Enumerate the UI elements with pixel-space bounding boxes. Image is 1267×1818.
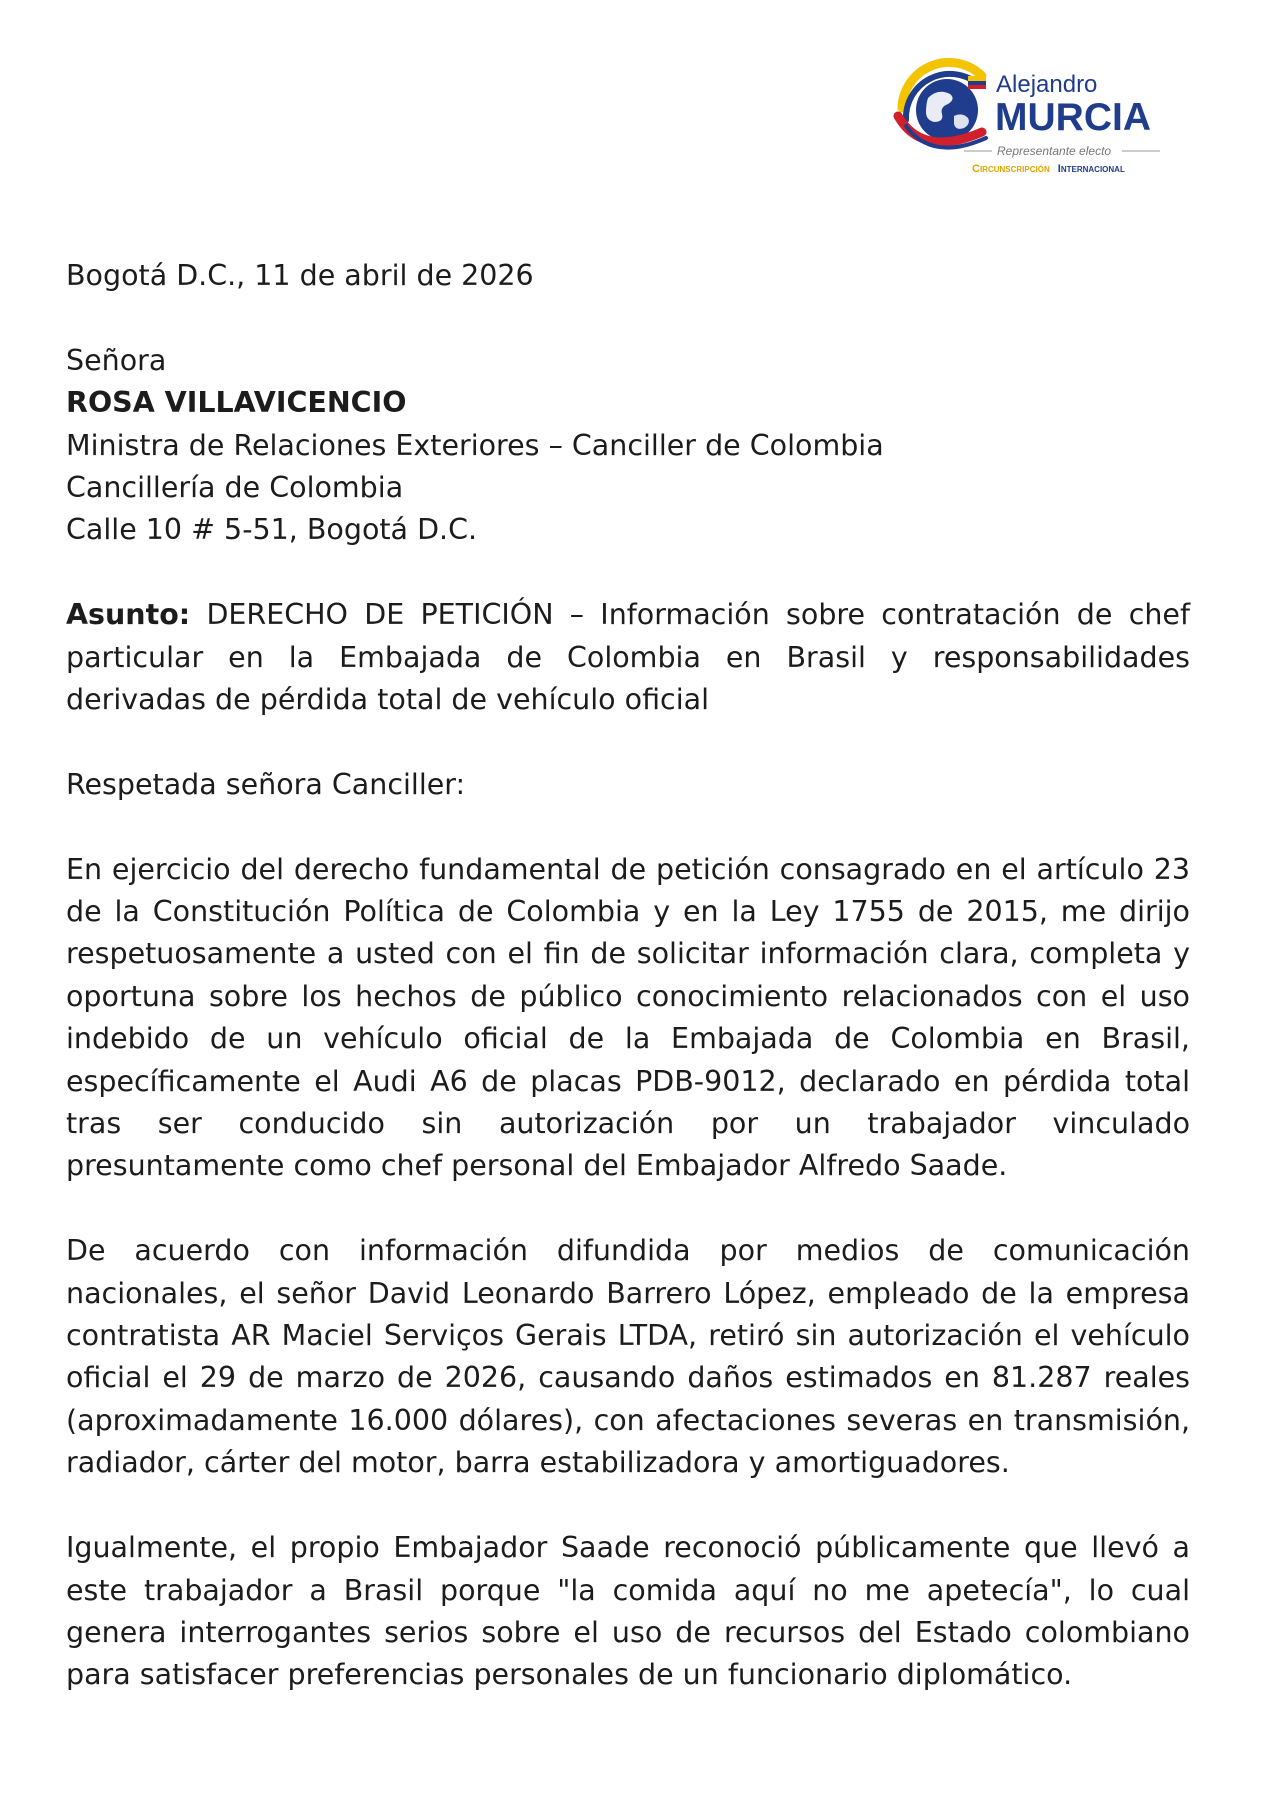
recipient-entity: Cancillería de Colombia: [66, 471, 404, 505]
logo-circumscription: [972, 163, 1125, 175]
subject-line: [66, 594, 1190, 721]
recipient-name: ROSA VILLAVICENCIO: [66, 386, 407, 420]
recipient-block: [66, 340, 1190, 552]
recipient-salutation: Señora: [66, 343, 167, 377]
logo-last-name: MURCIA: [995, 96, 1151, 139]
letter-body: [66, 255, 1190, 1697]
logo-circ-word1: Circunscripción: [972, 163, 1050, 175]
globe-emblem-icon: [898, 62, 986, 147]
greeting: Respetada señora Canciller:: [66, 767, 466, 801]
logo-circ-word2: Internacional: [1057, 163, 1125, 175]
subject-label: Asunto:: [66, 598, 191, 632]
recipient-position: Ministra de Relaciones Exteriores – Canciller de Colombia: [66, 428, 884, 462]
paragraph-1: En ejercicio del derecho fundamental de petición consagrado en el artículo 23 de la Constitución Política de Colombia y en la Ley 1755 de 2015, me dirijo respetuosamente a usted con el fin de solicitar información clara, completa y oportuna sobre los hechos de público conocimiento relacionados con el uso indebido de un vehículo oficial de la Embajada de Colombia en Brasil, específicamente el Audi A6 de placas PDB-9012, declarado en pérdida total tras ser conducido sin autorización por un trabajador vinculado presuntamente como chef personal del Embajador Alfredo Saade.: [66, 852, 1190, 1183]
paragraph-3: Igualmente, el propio Embajador Saade reconoció públicamente que llevó a este trabajador a Brasil porque "la comida aquí no me apetecía", lo cual genera interrogantes serios sobre el uso de recursos del Estado colombiano para satisfacer preferencias personales de un funcionario diplomático.: [66, 1531, 1190, 1692]
recipient-address: Calle 10 # 5-51, Bogotá D.C.: [66, 513, 478, 547]
date-line: Bogotá D.C., 11 de abril de 2026: [66, 259, 534, 292]
logo-role: Representante electo: [997, 144, 1112, 158]
logo-first-name: Alejandro: [996, 71, 1098, 98]
logo: [892, 58, 1182, 183]
paragraph-2: De acuerdo con información difundida por medios de comunicación nacionales, el señor David Leonardo Barrero López, empleado de la empresa contratista AR Maciel Serviços Gerais LTDA, retiró sin autorización el vehículo oficial el 29 de marzo de 2026, causando daños estimados en 81.287 reales (aproximadamente 16.000 dólares), con afectaciones severas en transmisión, radiador, cárter del motor, barra estabilizadora y amortiguadores.: [66, 1234, 1190, 1480]
subject-text: DERECHO DE PETICIÓN – Información sobre contratación de chef particular en la Embajada de Colombia en Brasil y responsabilidades derivadas de pérdida total de vehículo oficial: [66, 598, 1190, 717]
